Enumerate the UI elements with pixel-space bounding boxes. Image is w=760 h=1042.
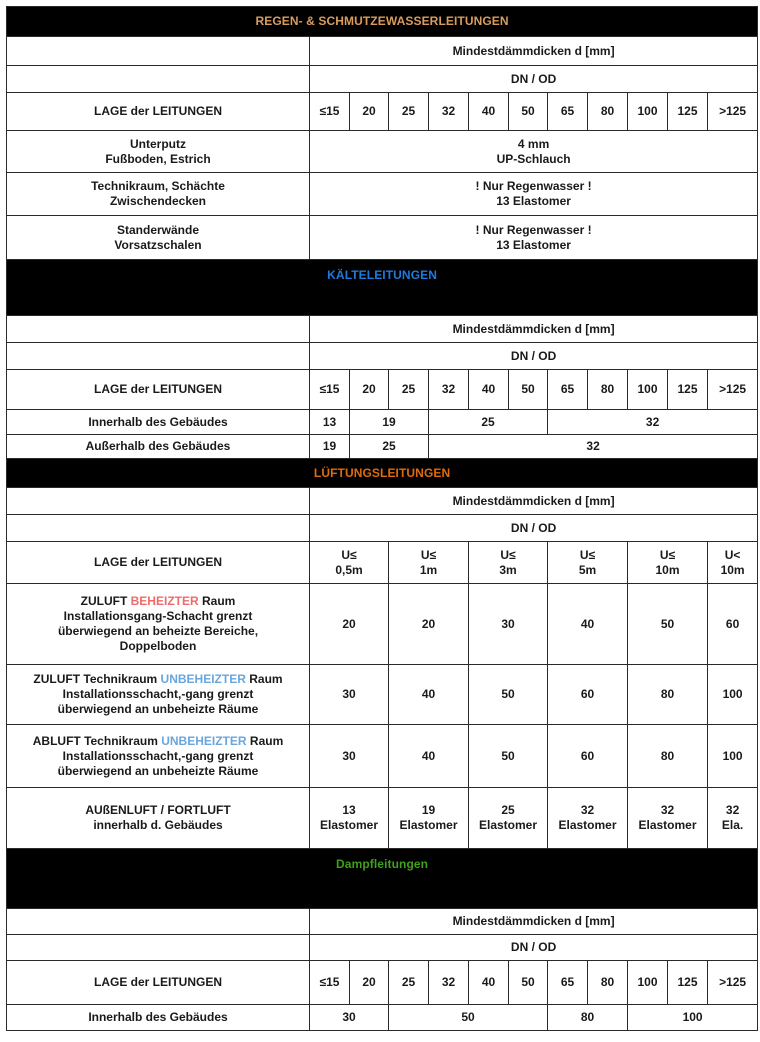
row-value: 20	[389, 584, 469, 665]
insulation-thickness-table	[6, 6, 758, 1031]
row-value: 30	[310, 725, 389, 788]
value-material: Elastomer	[558, 818, 617, 832]
row-label-line	[7, 594, 309, 609]
u-col-header	[628, 542, 708, 584]
dn-col-header: 20	[350, 93, 389, 131]
u-col-line: U≤	[500, 547, 516, 562]
lage-heading: LAGE der LEITUNGEN	[7, 93, 310, 131]
dn-col-header: 65	[548, 961, 588, 1005]
row-value: 40	[389, 725, 469, 788]
table-row	[7, 584, 758, 665]
dnod-heading: DN / OD	[310, 343, 758, 370]
row-label-line: überwiegend an beheizte Bereiche,	[57, 624, 259, 638]
row-label-line: Installationsschacht,-gang grenzt	[62, 748, 254, 763]
row-label-line	[7, 672, 309, 687]
u-col-line: 10m	[720, 562, 745, 577]
row-value	[310, 131, 758, 173]
row-label-line: überwiegend an unbeheizte Räume	[57, 763, 259, 778]
value-material: Elastomer	[319, 818, 379, 832]
dn-header-row	[7, 370, 758, 410]
dn-col-header: 125	[668, 961, 708, 1005]
row-value: 30	[310, 665, 389, 725]
row-label: Innerhalb des Gebäudes	[7, 1005, 310, 1031]
table-row	[7, 1005, 758, 1031]
dnod-heading: DN / OD	[310, 935, 758, 961]
dn-col-header: 25	[389, 93, 429, 131]
row-label	[7, 725, 310, 788]
u-col-line: U≤	[420, 547, 437, 562]
row-label-line	[7, 734, 309, 749]
row-value: 60	[548, 725, 628, 788]
u-col-line: U≤	[341, 547, 357, 562]
row-label-line: Installationsgang-Schacht grenzt	[63, 609, 253, 623]
row-value: 80	[628, 725, 708, 788]
dn-col-header: 125	[668, 370, 708, 410]
row-value: 32	[548, 410, 758, 435]
section-header-dampf	[7, 849, 758, 909]
blank-label-cell	[7, 66, 310, 93]
row-value	[310, 173, 758, 216]
row-value-line: 13 Elastomer	[496, 194, 571, 208]
blank-label-cell	[7, 37, 310, 66]
u-col-line: U≤	[659, 547, 676, 562]
blank-label-cell	[7, 488, 310, 515]
row-value: 100	[708, 725, 758, 788]
row-label-line: innerhalb d. Gebäudes	[93, 818, 223, 832]
value-material: Elastomer	[478, 818, 538, 832]
dn-col-header: 100	[628, 370, 668, 410]
lage-heading: LAGE der LEITUNGEN	[7, 370, 310, 410]
value-material: Elastomer	[638, 818, 697, 832]
row-value: 19	[350, 410, 429, 435]
value-material: Ela.	[721, 818, 744, 832]
dn-col-header: 50	[509, 93, 548, 131]
dn-col-header: >125	[708, 370, 758, 410]
table-row	[7, 410, 758, 435]
dn-header-row	[7, 93, 758, 131]
dn-col-header: 32	[429, 93, 469, 131]
u-col-header	[708, 542, 758, 584]
table-row	[7, 725, 758, 788]
row-label: Innerhalb des Gebäudes	[7, 410, 310, 435]
section-title-dampf: Dampfleitungen	[7, 849, 758, 909]
dn-col-header: 25	[389, 961, 429, 1005]
row-value: 40	[548, 584, 628, 665]
section-header-kaelte	[7, 260, 758, 316]
row-value: 50	[469, 665, 548, 725]
dn-col-header: 50	[509, 370, 548, 410]
dn-col-header: 40	[469, 93, 509, 131]
u-col-line: U≤	[579, 547, 596, 562]
table-row	[7, 131, 758, 173]
row-value: 19	[310, 435, 350, 459]
dn-col-header: ≤15	[310, 93, 350, 131]
value-thickness: 32	[660, 803, 675, 817]
row-value: 25	[429, 410, 548, 435]
section-title-regen: REGEN- & SCHMUTZEWASSERLEITUNGEN	[7, 7, 758, 37]
row-value-line: ! Nur Regenwasser !	[475, 222, 592, 237]
row-label-line: Standerwände	[116, 222, 200, 237]
u-col-header	[310, 542, 389, 584]
dn-col-header: ≤15	[310, 961, 350, 1005]
row-value-line: UP-Schlauch	[496, 151, 571, 166]
u-col-header	[548, 542, 628, 584]
row-value: 30	[469, 584, 548, 665]
row-value	[548, 788, 628, 849]
row-value	[310, 788, 389, 849]
row-label	[7, 665, 310, 725]
u-col-header	[469, 542, 548, 584]
table-row	[7, 665, 758, 725]
row-label-line: überwiegend an unbeheizte Räume	[57, 702, 259, 716]
row-label-line: Doppelboden	[119, 639, 197, 653]
dn-col-header: 65	[548, 370, 588, 410]
row-value: 50	[389, 1005, 548, 1031]
row-value: 80	[548, 1005, 628, 1031]
row-label	[7, 173, 310, 216]
u-col-line: U<	[724, 547, 741, 562]
row-label-line: Vorsatzschalen	[114, 237, 202, 252]
dn-col-header: 100	[628, 961, 668, 1005]
section-header-regen	[7, 7, 758, 37]
value-thickness: 32	[725, 803, 740, 817]
table-row	[7, 788, 758, 849]
row-value: 25	[350, 435, 429, 459]
row-label-line: Zwischendecken	[109, 194, 207, 208]
row-label-line: Technikraum, Schächte	[91, 179, 225, 193]
u-col-line: 5m	[578, 562, 597, 577]
row-label-suffix: Raum	[198, 594, 236, 608]
row-value-line: 4 mm	[517, 136, 550, 151]
row-label-prefix: ZULUFT Technikraum	[33, 672, 161, 686]
dn-col-header: 100	[628, 93, 668, 131]
lage-heading: LAGE der LEITUNGEN	[7, 542, 310, 584]
u-col-line: 10m	[655, 562, 680, 577]
row-value: 60	[708, 584, 758, 665]
row-value: 40	[389, 665, 469, 725]
row-label	[7, 788, 310, 849]
row-value	[310, 216, 758, 260]
u-col-line: 0,5m	[335, 562, 363, 577]
row-label-line: Unterputz	[130, 136, 186, 151]
section-header-lueftung	[7, 459, 758, 488]
mindest-heading: Mindestdämmdicken d [mm]	[310, 37, 758, 66]
dn-col-header: 20	[350, 370, 389, 410]
dn-col-header: 80	[588, 93, 628, 131]
row-value: 30	[310, 1005, 389, 1031]
dnod-heading: DN / OD	[310, 66, 758, 93]
row-label-line: Installationsschacht,-gang grenzt	[62, 687, 254, 701]
row-value: 32	[429, 435, 758, 459]
table-row	[7, 173, 758, 216]
lage-heading: LAGE der LEITUNGEN	[7, 961, 310, 1005]
value-material: Elastomer	[399, 818, 458, 832]
highlight-beheizt: BEHEIZTER	[130, 594, 199, 608]
dn-col-header: 80	[588, 961, 628, 1005]
row-value: 100	[708, 665, 758, 725]
row-label-prefix: ZULUFT	[80, 594, 131, 608]
dn-header-row	[7, 961, 758, 1005]
dn-col-header: >125	[708, 961, 758, 1005]
dn-col-header: 65	[548, 93, 588, 131]
row-value-line: ! Nur Regenwasser !	[475, 179, 592, 193]
row-value: 80	[628, 665, 708, 725]
row-label	[7, 216, 310, 260]
dn-col-header: 80	[588, 370, 628, 410]
table-row	[7, 435, 758, 459]
mindest-heading: Mindestdämmdicken d [mm]	[310, 488, 758, 515]
dn-col-header: 40	[469, 961, 509, 1005]
blank-label-cell	[7, 935, 310, 961]
dn-col-header: 25	[389, 370, 429, 410]
row-value: 50	[469, 725, 548, 788]
value-thickness: 13	[342, 803, 356, 817]
row-label-prefix: ABLUFT Technikraum	[32, 733, 162, 748]
row-value	[708, 788, 758, 849]
blank-label-cell	[7, 515, 310, 542]
mindest-heading: Mindestdämmdicken d [mm]	[310, 316, 758, 343]
dnod-heading: DN / OD	[310, 515, 758, 542]
u-header-row	[7, 542, 758, 584]
row-value	[628, 788, 708, 849]
row-label-suffix: Raum	[246, 733, 284, 748]
dn-col-header: 32	[429, 370, 469, 410]
row-value: 50	[628, 584, 708, 665]
blank-label-cell	[7, 909, 310, 935]
row-label: Außerhalb des Gebäudes	[7, 435, 310, 459]
row-label-line: Fußboden, Estrich	[105, 151, 211, 166]
u-col-line: 3m	[499, 562, 517, 577]
highlight-unbeheizt: UNBEHEIZTER	[160, 672, 246, 686]
dn-col-header: 50	[509, 961, 548, 1005]
section-title-kaelte: KÄLTELEITUNGEN	[7, 260, 758, 316]
dn-col-header: ≤15	[310, 370, 350, 410]
row-value: 20	[310, 584, 389, 665]
blank-label-cell	[7, 343, 310, 370]
blank-label-cell	[7, 316, 310, 343]
row-value: 13	[310, 410, 350, 435]
value-thickness: 25	[501, 803, 515, 817]
dn-col-header: 40	[469, 370, 509, 410]
dn-col-header: 20	[350, 961, 389, 1005]
row-value-line: 13 Elastomer	[496, 237, 571, 252]
value-thickness: 19	[421, 803, 436, 817]
value-thickness: 32	[580, 803, 595, 817]
mindest-heading: Mindestdämmdicken d [mm]	[310, 909, 758, 935]
row-value	[389, 788, 469, 849]
row-value: 100	[628, 1005, 758, 1031]
row-label	[7, 131, 310, 173]
section-title-lueftung: LÜFTUNGSLEITUNGEN	[7, 459, 758, 488]
highlight-unbeheizt: UNBEHEIZTER	[161, 733, 247, 748]
u-col-header	[389, 542, 469, 584]
dn-col-header: >125	[708, 93, 758, 131]
u-col-line: 1m	[419, 562, 438, 577]
row-label-line: AUßENLUFT / FORTLUFT	[85, 803, 231, 817]
row-label-suffix: Raum	[245, 672, 283, 686]
row-label	[7, 584, 310, 665]
row-value: 60	[548, 665, 628, 725]
dn-col-header: 125	[668, 93, 708, 131]
dn-col-header: 32	[429, 961, 469, 1005]
table-row	[7, 216, 758, 260]
row-value	[469, 788, 548, 849]
